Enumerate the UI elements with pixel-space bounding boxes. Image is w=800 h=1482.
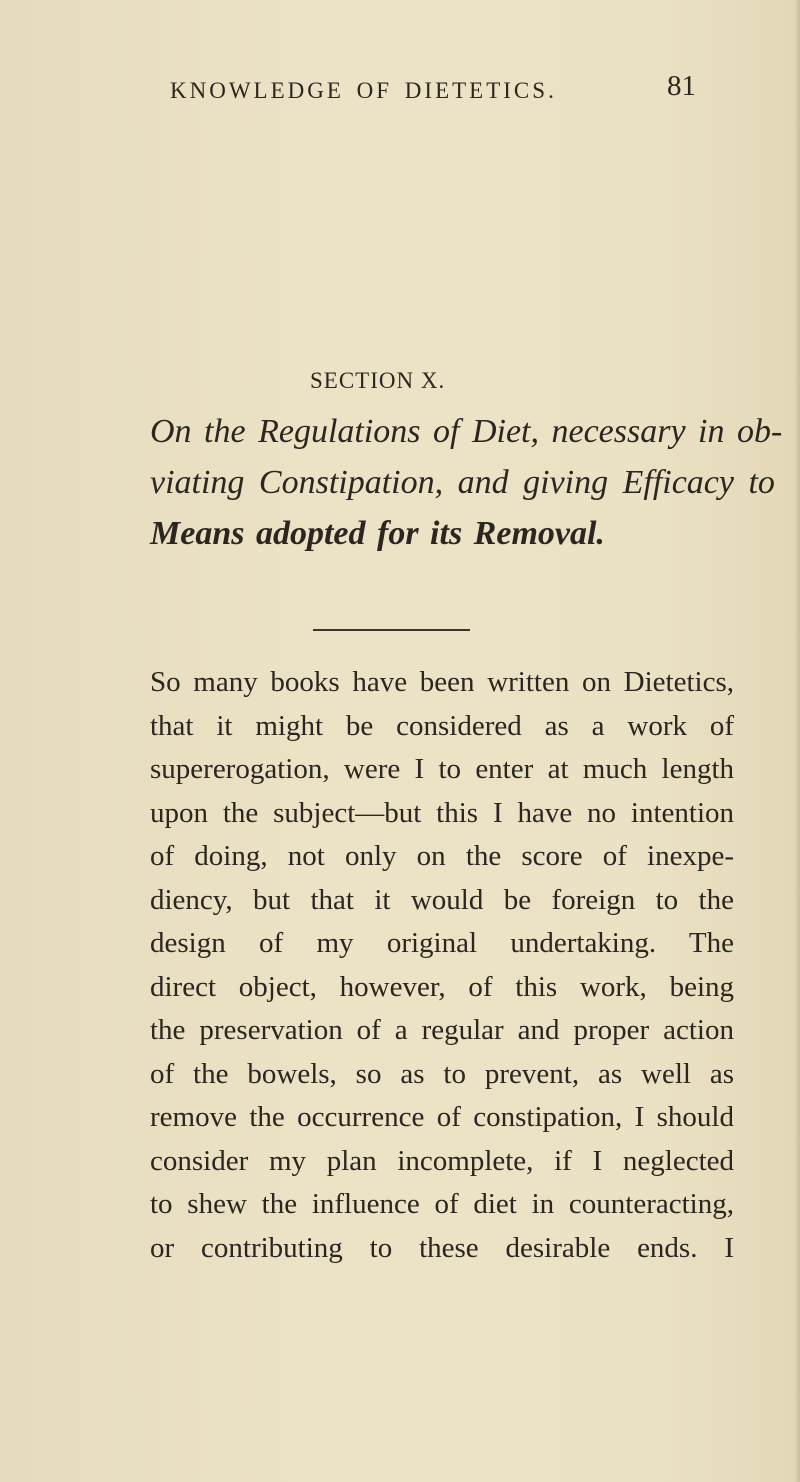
body-paragraph xyxy=(150,661,734,1270)
body-line: upon the subject—but this I have no intention xyxy=(150,796,734,829)
subtitle-line: On the Regulations of Diet, necessary in ob- xyxy=(150,413,783,450)
body-line: or contributing to these desirable ends. I xyxy=(150,1231,734,1264)
section-title: SECTION X. xyxy=(310,368,446,393)
body-line: design of my original undertaking. The xyxy=(150,927,734,959)
body-line: that it might be considered as a work of xyxy=(150,709,734,742)
body-line: remove the occurrence of constipation, I should xyxy=(150,1101,734,1133)
body-line: consider my plan incomplete, if I neglected xyxy=(150,1144,734,1177)
subtitle-line: viating Constipation, and giving Efficacy to xyxy=(150,464,775,501)
page-number: 81 xyxy=(667,70,696,102)
subtitle-line: Means adopted for its Removal. xyxy=(150,515,605,552)
body-line: supererogation, were I to enter at much length xyxy=(150,753,734,785)
running-head: KNOWLEDGE OF DIETETICS. xyxy=(170,78,557,103)
body-line: direct object, however, of this work, being xyxy=(150,970,734,1003)
body-line: of the bowels, so as to prevent, as well as xyxy=(150,1057,734,1090)
body-line: the preservation of a regular and proper action xyxy=(150,1014,734,1046)
body-line: of doing, not only on the score of inexpe- xyxy=(150,840,734,872)
body-line: to shew the influence of diet in counteracting, xyxy=(150,1188,734,1220)
body-line: So many books have been written on Dietetics, xyxy=(150,666,734,698)
body-line: diency, but that it would be foreign to the xyxy=(150,883,734,916)
section-divider-rule xyxy=(313,629,470,631)
page-edge-shadow xyxy=(794,0,800,1482)
section-subtitle xyxy=(150,406,783,559)
